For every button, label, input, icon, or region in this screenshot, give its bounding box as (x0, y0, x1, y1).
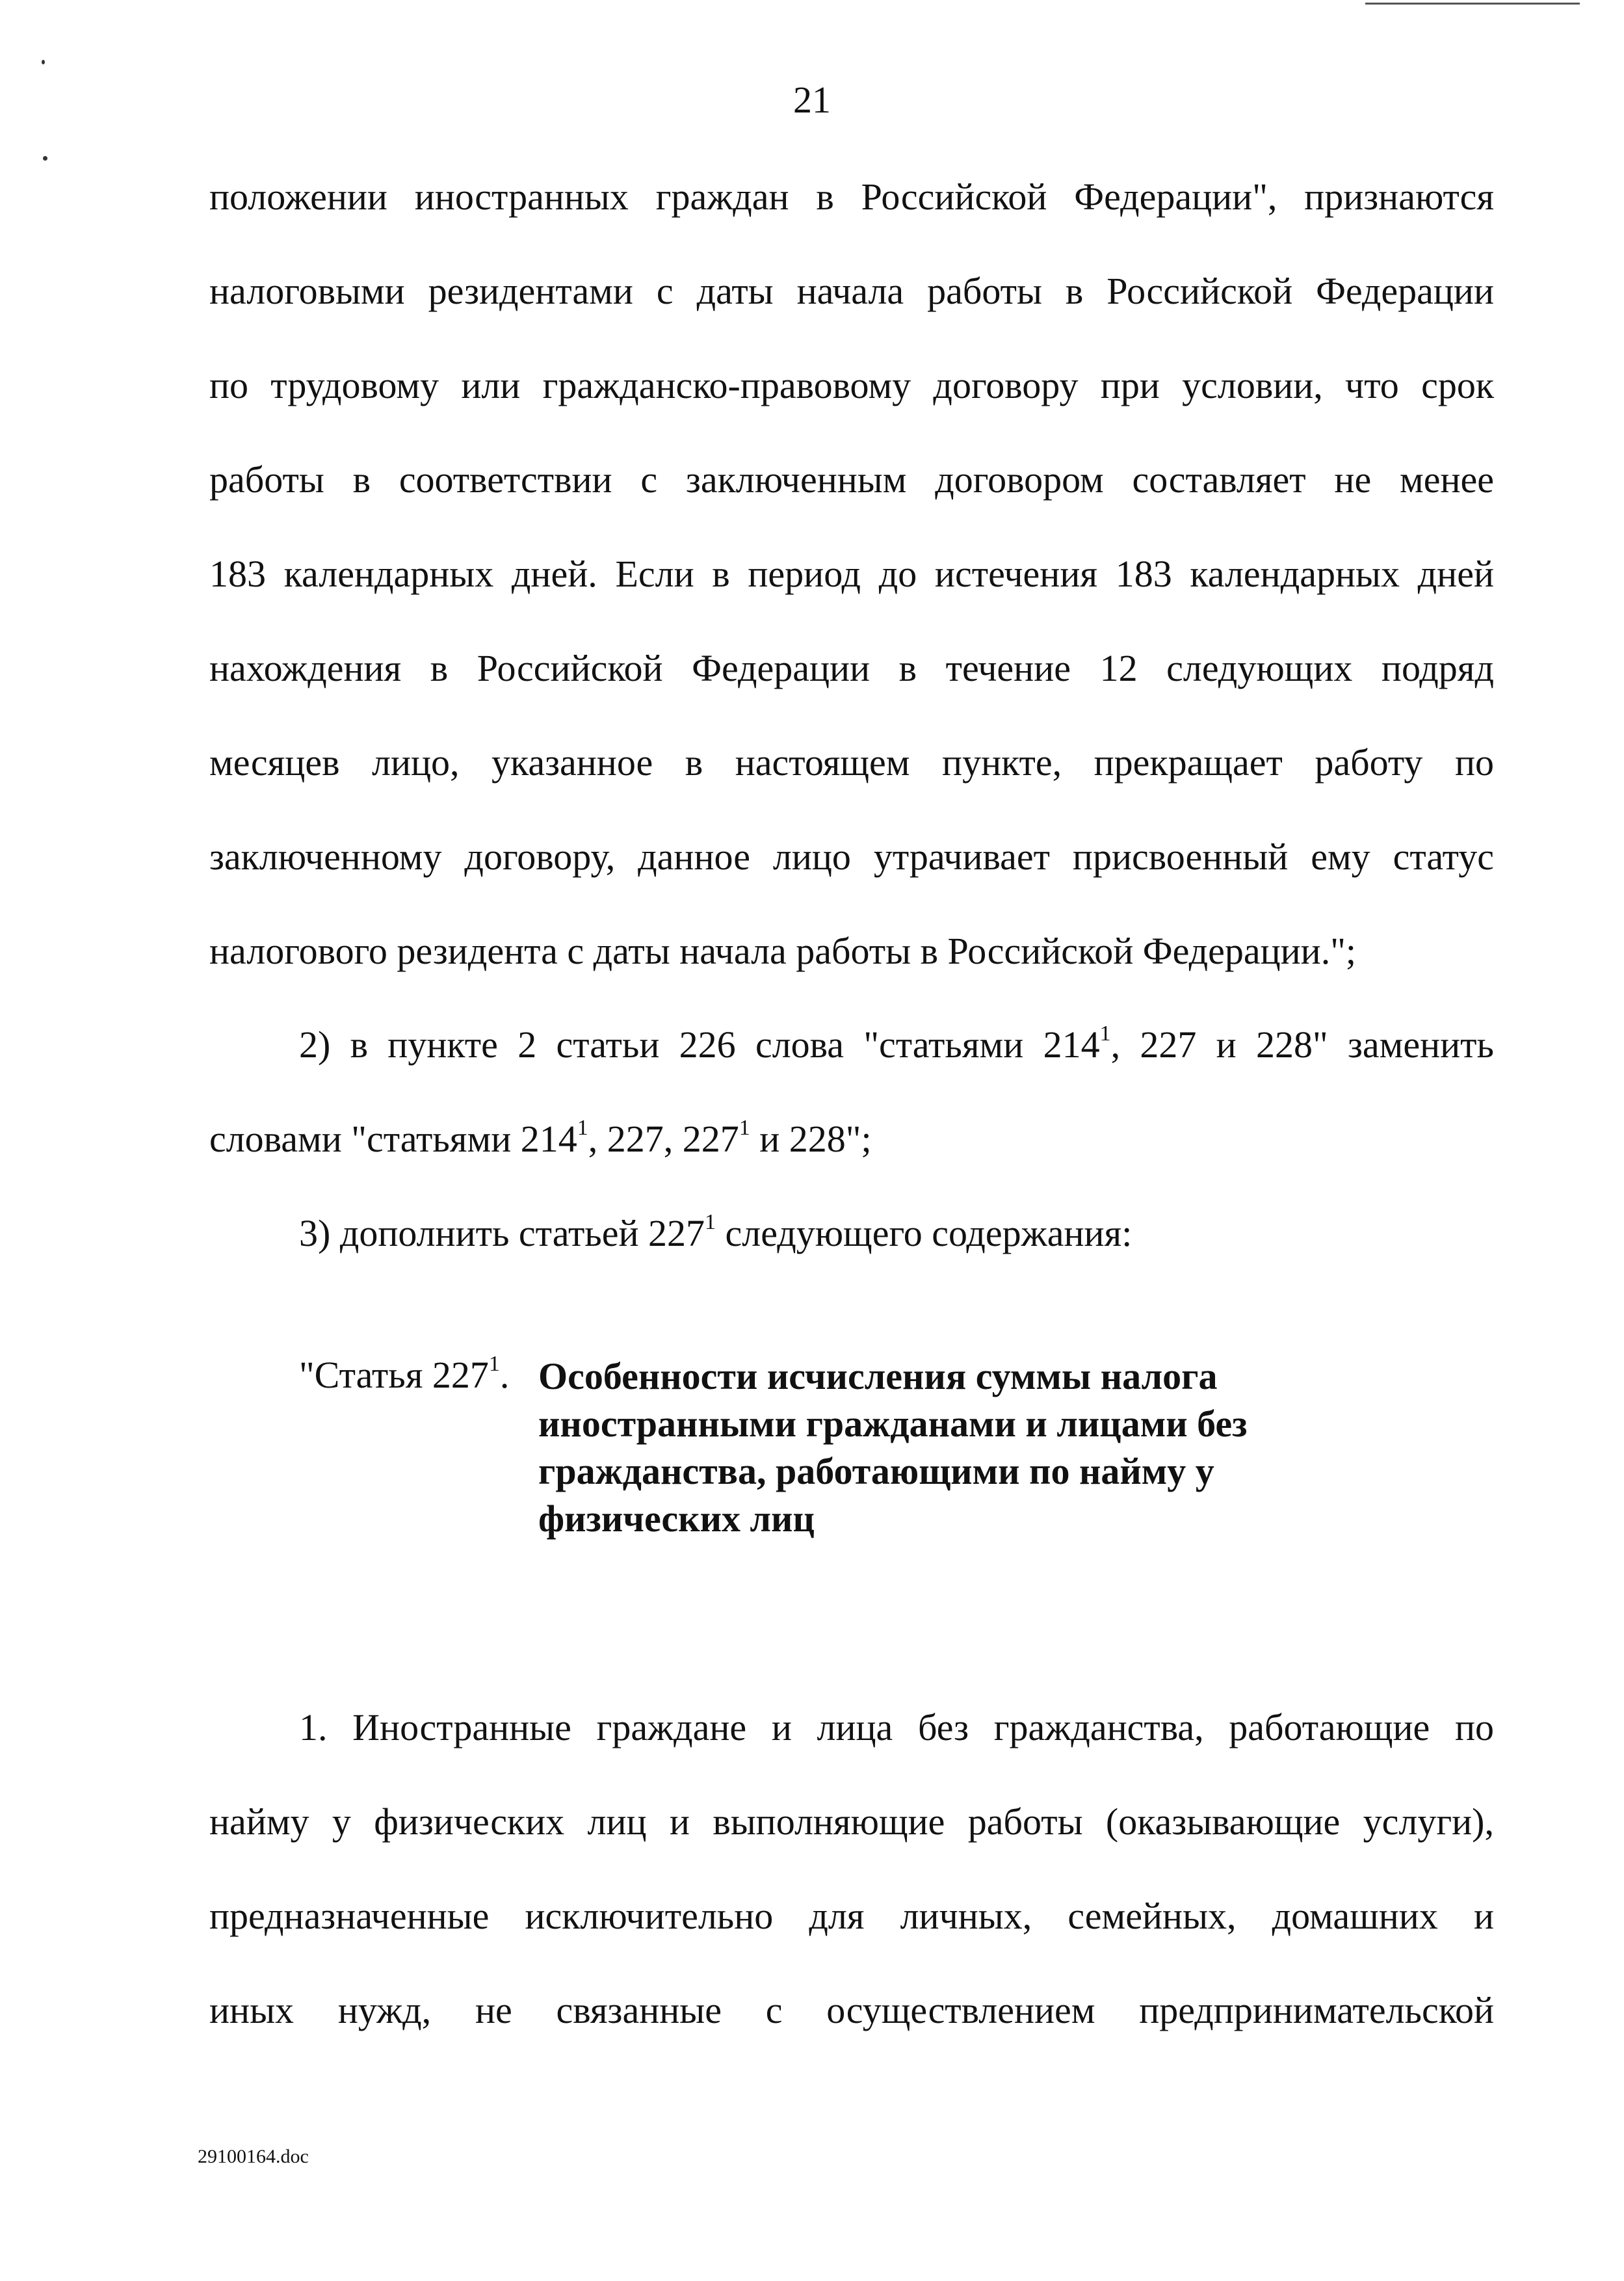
scan-speck (42, 60, 45, 64)
article-title-line: Особенности исчисления суммы налога (538, 1355, 1218, 1397)
article-label: "Статья $227^1$. (299, 1352, 510, 1396)
text-line: налоговыми резидентами с даты начала работы в Российской Федерации (209, 270, 1494, 312)
text-line: положении иностранных граждан в Российской Федерации", признаются (209, 176, 1494, 218)
text-line: заключенному договору, данное лицо утрачивает присвоенный ему статус (209, 836, 1494, 878)
scan-edge-line (1365, 3, 1580, 5)
article-title-line: гражданства, работающими по найму у (538, 1450, 1214, 1492)
paragraph-1-line: иных нужд, не связанные с осуществлением предпринимательской (209, 1989, 1494, 2031)
item-2-line-1: 2) в пункте 2 статьи 226 слова "статьями $214^1$, 227 и 228" заменить (299, 1022, 1494, 1066)
text-line: налогового резидента с даты начала работы в Российской Федерации."; (209, 930, 1357, 972)
paragraph-1-line: найму у физических лиц и выполняющие работы (оказывающие услуги), (209, 1800, 1494, 1843)
article-title (538, 1352, 1383, 1542)
item-2-line-2: словами "статьями $214^1$, 227, $227^1$ и 228"; (209, 1116, 872, 1160)
text-line: 183 календарных дней. Если в период до истечения 183 календарных дней (209, 553, 1494, 595)
item-3-line: 3) дополнить статьей $227^1$ следующего содержания: (299, 1210, 1133, 1254)
scan-speck (43, 156, 47, 161)
paragraph-1-line: 1. Иностранные граждане и лица без гражданства, работающие по (299, 1706, 1494, 1748)
text-line: месяцев лицо, указанное в настоящем пункте, прекращает работу по (209, 741, 1494, 784)
text-line: по трудовому или гражданско-правовому договору при условии, что срок (209, 364, 1494, 406)
footer-filename: 29100164.doc (198, 2146, 309, 2167)
article-title-line: иностранными гражданами и лицами без (538, 1403, 1248, 1445)
page-number: 21 (793, 79, 831, 121)
article-title-line: физических лиц (538, 1497, 815, 1540)
paragraph-1-line: предназначенные исключительно для личных, семейных, домашних и (209, 1895, 1494, 1937)
text-line: работы в соответствии с заключенным договором составляет не менее (209, 458, 1494, 501)
text-line: нахождения в Российской Федерации в течение 12 следующих подряд (209, 647, 1494, 689)
